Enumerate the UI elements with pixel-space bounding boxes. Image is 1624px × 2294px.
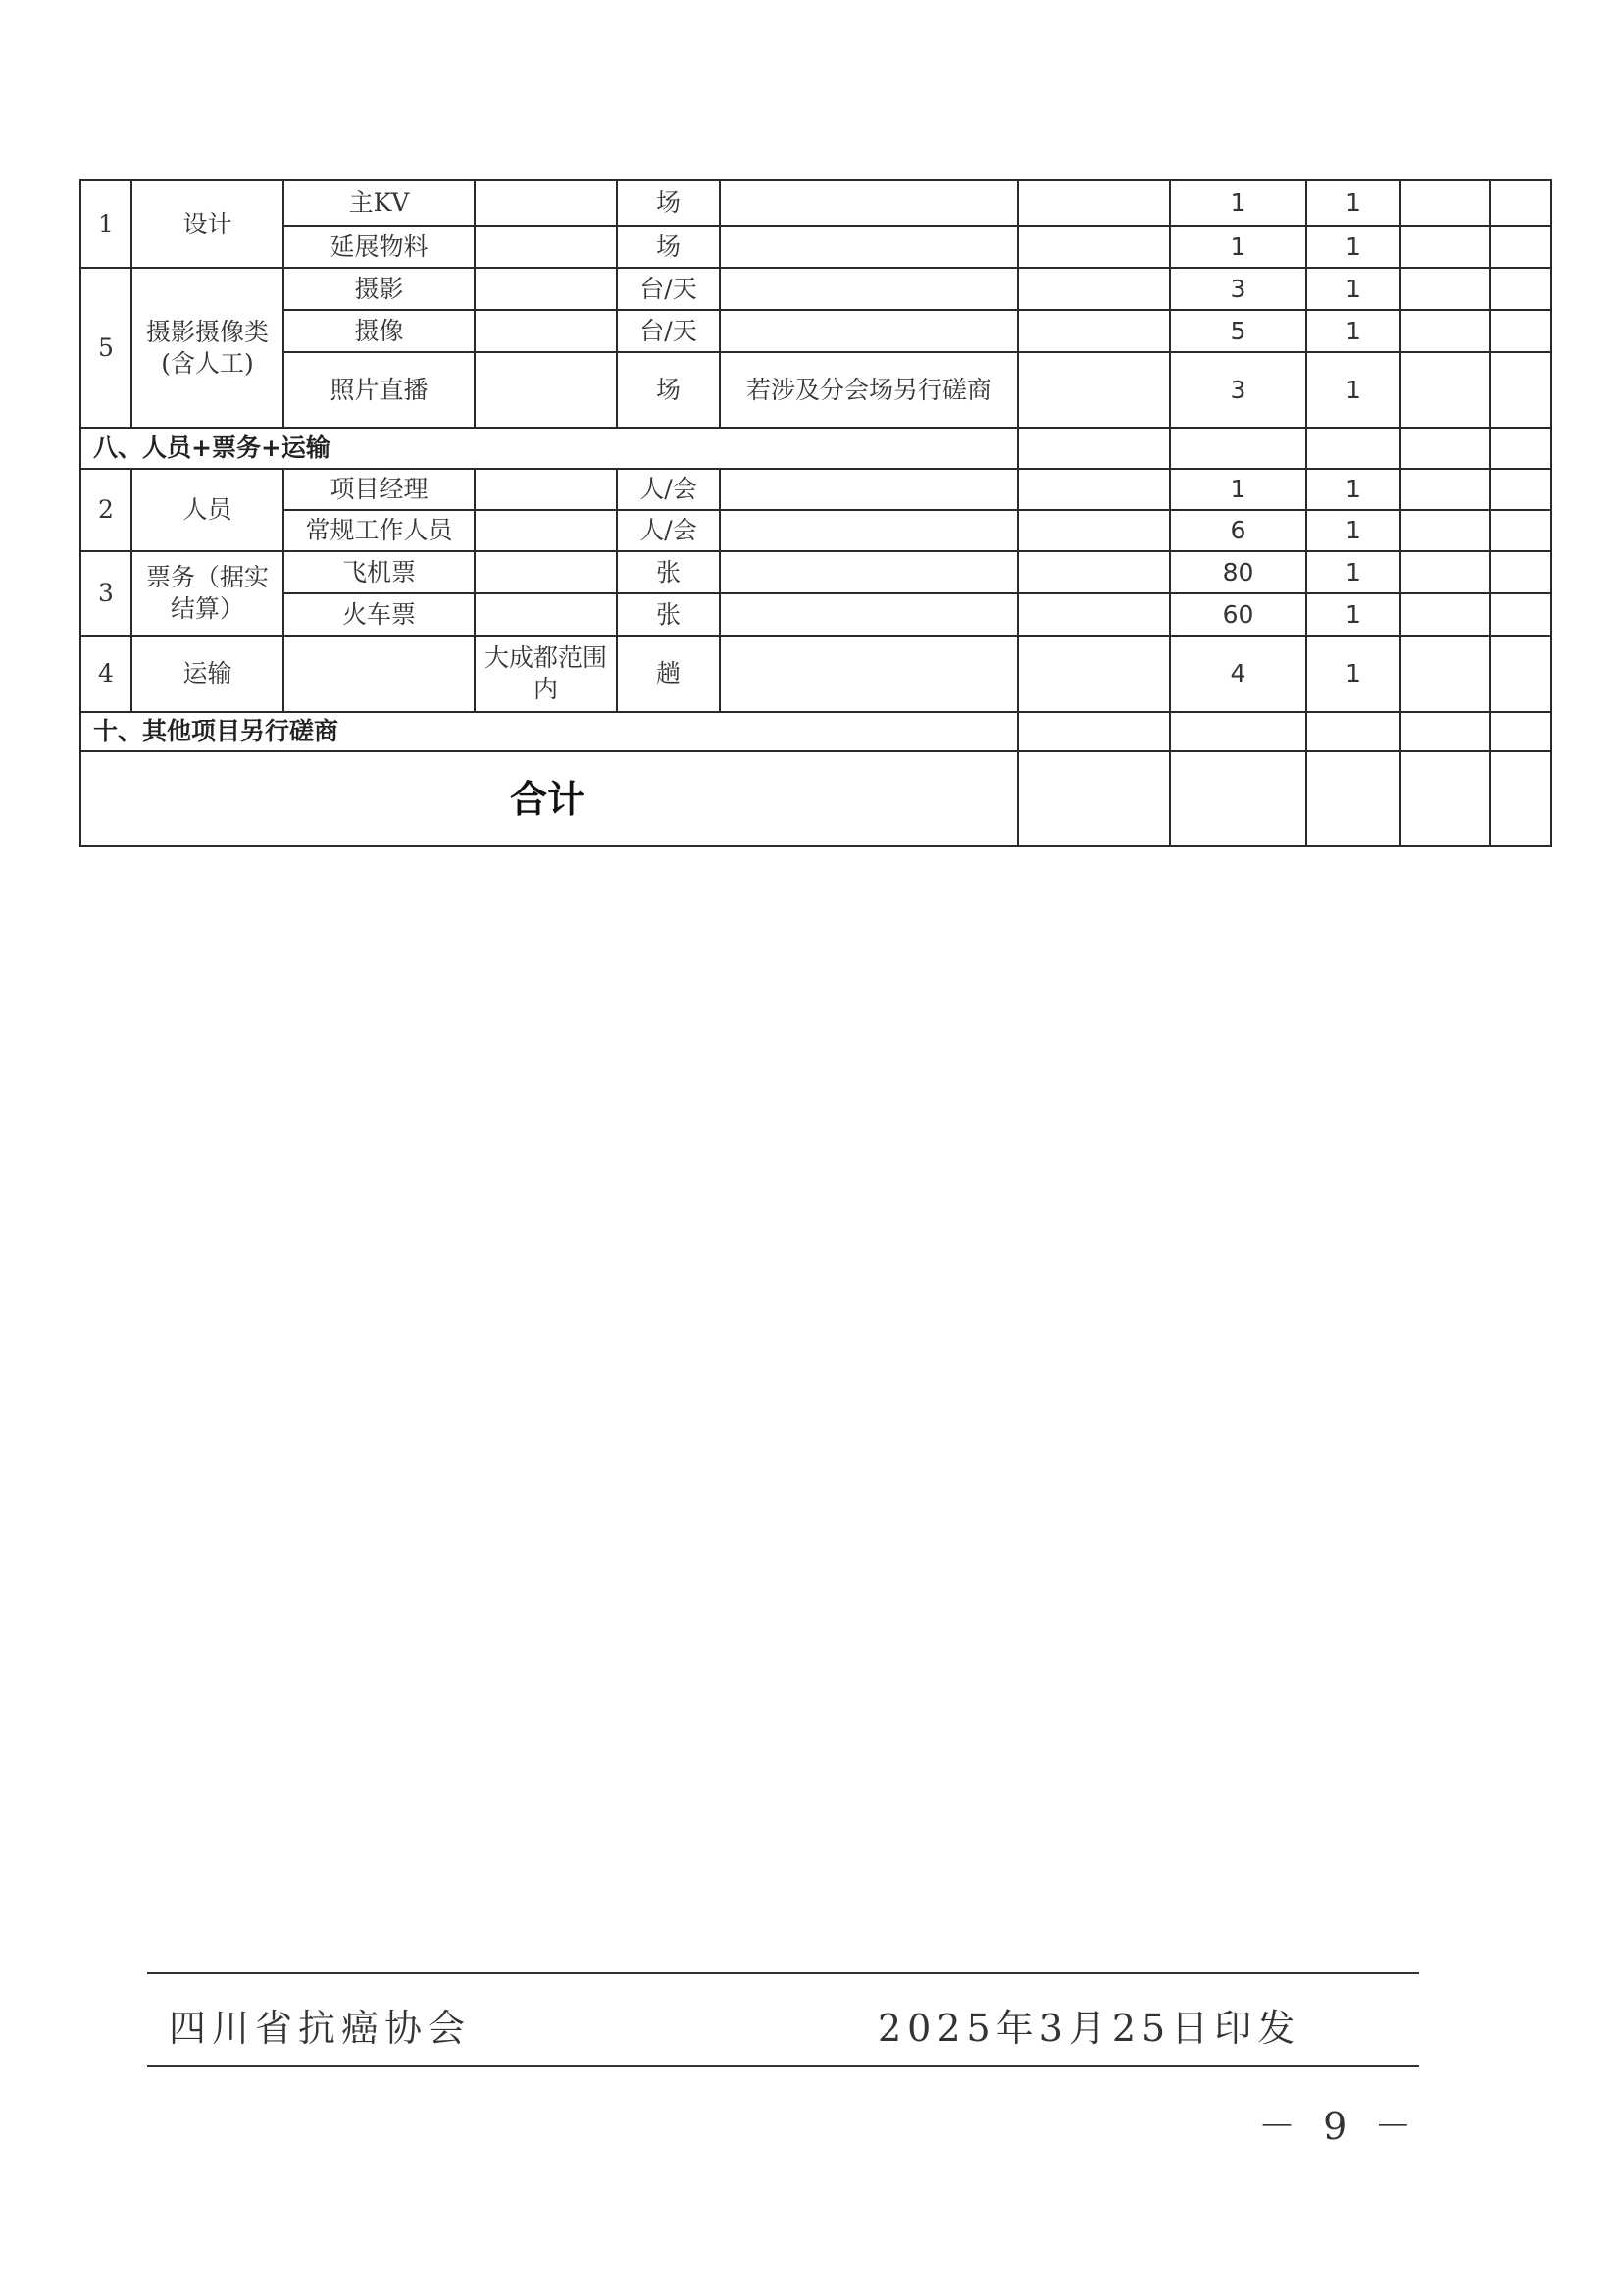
table-row	[80, 469, 1551, 510]
subtotal-cell	[1400, 352, 1490, 428]
subtotal-cell	[1400, 636, 1490, 712]
item-cell: 摄影	[283, 268, 475, 310]
spec-cell	[475, 226, 617, 268]
unit-cell: 台/天	[617, 310, 720, 352]
row-index: 3	[80, 551, 131, 636]
count-cell: 1	[1306, 310, 1400, 352]
item-cell: 飞机票	[283, 551, 475, 593]
unit-cell: 人/会	[617, 469, 720, 510]
price-cell	[1018, 469, 1170, 510]
item-cell: 火车票	[283, 593, 475, 636]
category-cell: 运输	[131, 636, 283, 712]
quantity-cell: 1	[1170, 469, 1306, 510]
issuing-organization: 四川省抗癌协会	[169, 2007, 472, 2050]
table-row	[80, 226, 1551, 268]
spec-cell	[475, 352, 617, 428]
price-cell	[1018, 636, 1170, 712]
count-cell: 1	[1306, 636, 1400, 712]
quantity-cell: 3	[1170, 352, 1306, 428]
spec-cell	[475, 510, 617, 551]
subtotal-cell	[1400, 310, 1490, 352]
category-cell: 设计	[131, 180, 283, 268]
item-cell: 主KV	[283, 180, 475, 226]
quantity-cell: 80	[1170, 551, 1306, 593]
quantity-cell: 1	[1170, 226, 1306, 268]
subtotal-cell	[1400, 268, 1490, 310]
quantity-cell: 6	[1170, 510, 1306, 551]
price-cell	[1018, 510, 1170, 551]
spec-cell	[475, 180, 617, 226]
unit-cell: 场	[617, 226, 720, 268]
table-row	[80, 636, 1551, 712]
remark-cell	[1490, 226, 1551, 268]
count-cell: 1	[1306, 469, 1400, 510]
note-cell: 若涉及分会场另行磋商	[720, 352, 1018, 428]
remark-cell	[1490, 469, 1551, 510]
table-row	[80, 510, 1551, 551]
page-number: － 9 －	[1258, 2105, 1420, 2148]
item-cell: 摄像	[283, 310, 475, 352]
subtotal-cell	[1400, 593, 1490, 636]
unit-cell: 场	[617, 180, 720, 226]
remark-cell	[1490, 593, 1551, 636]
spec-cell	[475, 310, 617, 352]
total-row	[80, 751, 1551, 846]
item-cell: 常规工作人员	[283, 510, 475, 551]
table-row	[80, 551, 1551, 593]
item-cell: 照片直播	[283, 352, 475, 428]
category-cell: 摄影摄像类(含人工)	[131, 268, 283, 428]
unit-cell: 趟	[617, 636, 720, 712]
subtotal-cell	[1400, 469, 1490, 510]
row-index: 4	[80, 636, 131, 712]
table-row	[80, 310, 1551, 352]
quantity-cell: 60	[1170, 593, 1306, 636]
total-label: 合计	[80, 751, 1018, 846]
note-cell	[720, 510, 1018, 551]
price-cell	[1018, 310, 1170, 352]
item-cell: 项目经理	[283, 469, 475, 510]
row-index: 5	[80, 268, 131, 428]
spec-cell	[475, 551, 617, 593]
total-price-cell	[1018, 751, 1170, 846]
subtotal-cell	[1400, 226, 1490, 268]
remark-cell	[1490, 268, 1551, 310]
count-cell: 1	[1306, 268, 1400, 310]
total-subtotal-cell	[1400, 751, 1490, 846]
issue-date: 2025年3月25日印发	[878, 2007, 1301, 2050]
spec-cell	[475, 593, 617, 636]
count-cell: 1	[1306, 180, 1400, 226]
note-cell	[720, 226, 1018, 268]
row-index: 1	[80, 180, 131, 268]
remark-cell	[1490, 352, 1551, 428]
note-cell	[720, 593, 1018, 636]
item-cell	[283, 636, 475, 712]
section-heading: 十、其他项目另行磋商	[80, 712, 1018, 751]
row-index: 2	[80, 469, 131, 551]
price-cell	[1018, 352, 1170, 428]
quote-table	[79, 179, 1552, 847]
category-cell: 票务（据实结算）	[131, 551, 283, 636]
quantity-cell: 3	[1170, 268, 1306, 310]
unit-cell: 人/会	[617, 510, 720, 551]
footer-bottom-rule	[147, 2065, 1419, 2067]
item-cell: 延展物料	[283, 226, 475, 268]
count-cell: 1	[1306, 226, 1400, 268]
spec-cell: 大成都范围内	[475, 636, 617, 712]
category-cell: 人员	[131, 469, 283, 551]
count-cell: 1	[1306, 352, 1400, 428]
table-row	[80, 352, 1551, 428]
section-heading: 八、人员+票务+运输	[80, 428, 1018, 469]
subtotal-cell	[1400, 510, 1490, 551]
note-cell	[720, 636, 1018, 712]
count-cell: 1	[1306, 593, 1400, 636]
remark-cell	[1490, 180, 1551, 226]
total-quantity-cell	[1170, 751, 1306, 846]
subtotal-cell	[1400, 551, 1490, 593]
price-cell	[1018, 593, 1170, 636]
note-cell	[720, 551, 1018, 593]
table-row	[80, 180, 1551, 226]
note-cell	[720, 469, 1018, 510]
price-cell	[1018, 268, 1170, 310]
count-cell: 1	[1306, 551, 1400, 593]
section-row	[80, 712, 1551, 751]
section-row	[80, 428, 1551, 469]
spec-cell	[475, 268, 617, 310]
note-cell	[720, 180, 1018, 226]
count-cell: 1	[1306, 510, 1400, 551]
total-count-cell	[1306, 751, 1400, 846]
unit-cell: 张	[617, 593, 720, 636]
unit-cell: 场	[617, 352, 720, 428]
quantity-cell: 5	[1170, 310, 1306, 352]
quantity-cell: 4	[1170, 636, 1306, 712]
remark-cell	[1490, 310, 1551, 352]
quantity-cell: 1	[1170, 180, 1306, 226]
table-row	[80, 593, 1551, 636]
unit-cell: 张	[617, 551, 720, 593]
remark-cell	[1490, 551, 1551, 593]
remark-cell	[1490, 510, 1551, 551]
total-remark-cell	[1490, 751, 1551, 846]
note-cell	[720, 268, 1018, 310]
footer-top-rule	[147, 1972, 1419, 1974]
spec-cell	[475, 469, 617, 510]
table-row	[80, 268, 1551, 310]
unit-cell: 台/天	[617, 268, 720, 310]
note-cell	[720, 310, 1018, 352]
subtotal-cell	[1400, 180, 1490, 226]
price-cell	[1018, 226, 1170, 268]
remark-cell	[1490, 636, 1551, 712]
price-cell	[1018, 551, 1170, 593]
price-cell	[1018, 180, 1170, 226]
